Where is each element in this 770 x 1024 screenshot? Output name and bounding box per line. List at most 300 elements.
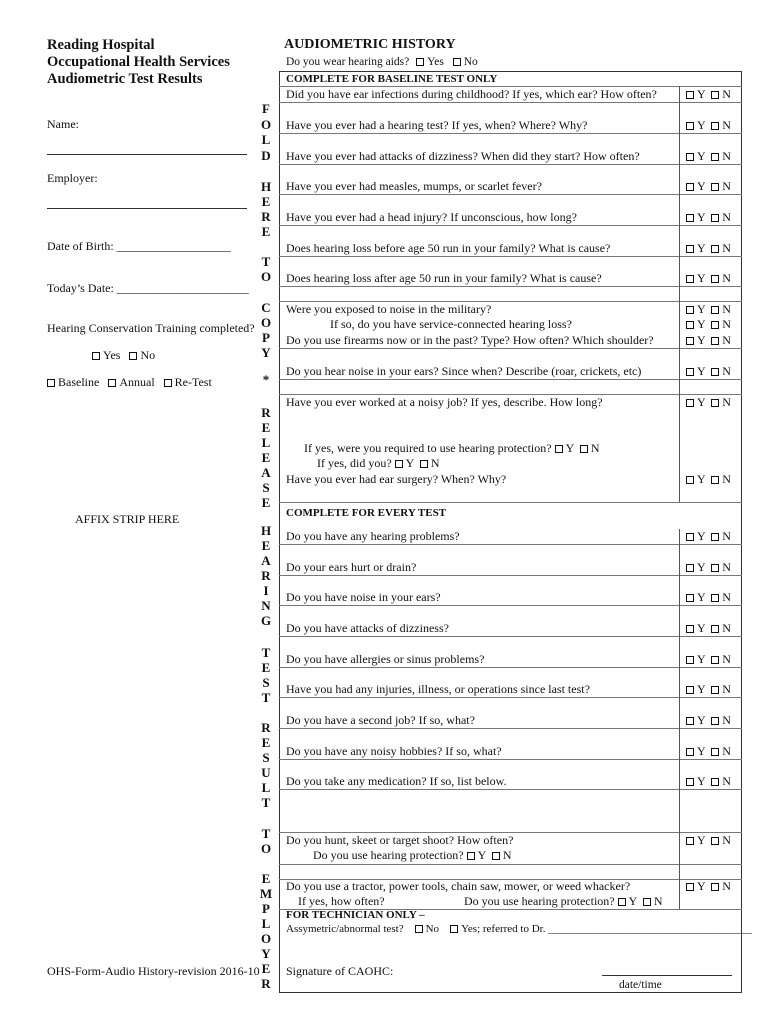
yes-label: Y (697, 118, 706, 132)
vertical-letter: L (261, 132, 271, 147)
yes-checkbox[interactable] (686, 594, 694, 602)
question-row (286, 364, 641, 379)
question-text: Do you have any noisy hobbies? If so, what? (286, 744, 502, 758)
vertical-letter: M (259, 886, 273, 901)
no-checkbox[interactable] (711, 748, 719, 756)
no-checkbox[interactable] (711, 214, 719, 222)
no-checkbox[interactable] (711, 321, 719, 329)
yes-checkbox[interactable] (686, 748, 694, 756)
row-divider (279, 544, 742, 545)
vertical-letter: R (261, 209, 271, 224)
no-label: N (722, 271, 731, 285)
vertical-letter: H (260, 523, 272, 538)
yes-no-checkboxes (686, 179, 731, 194)
no-label: N (722, 621, 731, 635)
column-divider (679, 86, 680, 502)
question-text: Do you use firearms now or in the past? Type? How often? Which shoulder? (286, 333, 654, 347)
retest-label: Re-Test (174, 375, 212, 389)
vertical-letter: I (263, 583, 269, 598)
every-test-section-heading: COMPLETE FOR EVERY TEST (286, 507, 447, 519)
row-divider (279, 286, 742, 287)
question-row (317, 456, 440, 471)
no-checkbox[interactable] (711, 183, 719, 191)
vertical-letter: T (261, 690, 271, 705)
no-checkbox[interactable] (711, 564, 719, 572)
yes-checkbox[interactable] (467, 852, 475, 860)
question-text: Have you ever had a hearing test? If yes, when? Where? Why? (286, 118, 588, 132)
vertical-letter: E (261, 495, 271, 510)
question-row (298, 894, 385, 909)
yes-checkbox[interactable] (686, 399, 694, 407)
row-divider (279, 379, 742, 380)
question-text: Do you hear noise in your ears? Since when? Describe (roar, crickets, etc) (286, 364, 642, 378)
no-checkbox[interactable] (711, 883, 719, 891)
vertical-letter: R (261, 976, 271, 991)
header-title-line-1: Reading Hospital (47, 37, 155, 53)
row-divider (279, 864, 742, 865)
row-divider (279, 697, 742, 698)
yes-no-checkboxes (686, 395, 731, 410)
question-row (286, 472, 506, 487)
question-text: If so, do you have service-connected hearing loss? (330, 317, 572, 331)
no-label: N (722, 560, 731, 574)
no-checkbox[interactable] (711, 91, 719, 99)
vertical-letter: R (261, 720, 271, 735)
header-title-line-3: Audiometric Test Results (47, 71, 203, 87)
yes-no-checkboxes (686, 744, 731, 759)
question-text: Were you exposed to noise in the military? (286, 302, 492, 316)
yes-checkbox[interactable] (686, 476, 694, 484)
abnormal-no-label: No (425, 923, 440, 935)
row-divider (279, 225, 742, 226)
vertical-letter: R (261, 568, 271, 583)
yes-label: Y (697, 652, 706, 666)
question-text: Do you use hearing protection? (313, 848, 464, 862)
no-label: N (722, 682, 731, 696)
column-divider (679, 486, 680, 502)
no-label: N (722, 652, 731, 666)
vertical-letter: S (262, 675, 270, 690)
yes-checkbox[interactable] (686, 321, 694, 329)
vertical-letter: E (261, 538, 271, 553)
row-divider (279, 102, 742, 103)
vertical-letter: T (261, 795, 271, 810)
question-text: If yes, were you required to use hearing protection? (304, 441, 552, 455)
yes-label: Y (697, 879, 706, 893)
question-row (286, 149, 640, 164)
question-text: Do you have any hearing problems? (286, 529, 460, 543)
question-text: Have you ever worked at a noisy job? If yes, describe. How long? (286, 395, 603, 409)
inline-yes-no: Y N (552, 441, 600, 455)
question-row (286, 333, 654, 348)
question-row (286, 879, 630, 894)
yes-label: Y (697, 241, 706, 255)
vertical-letter: * (262, 372, 270, 387)
question-row (286, 744, 502, 759)
yes-no-checkboxes (686, 833, 731, 848)
row-divider (279, 667, 742, 668)
vertical-letter: G (260, 613, 272, 628)
question-text: Did you have ear infections during childhood? If yes, which ear? How often? (286, 87, 657, 101)
no-label: N (722, 529, 731, 543)
vertical-letter: C (261, 300, 271, 315)
vertical-letter: A (261, 553, 271, 568)
question-row (464, 894, 663, 909)
hearing-aids-no-label: No (463, 56, 478, 68)
no-label: N (722, 590, 731, 604)
retest-checkbox[interactable] (164, 379, 172, 387)
technician-section-heading: FOR TECHNICIAN ONLY – (286, 909, 425, 921)
yes-checkbox[interactable] (686, 368, 694, 376)
yes-checkbox[interactable] (686, 122, 694, 130)
hearing-aids-row (286, 56, 478, 68)
signature-field[interactable] (602, 975, 732, 976)
vertical-letter: L (261, 916, 271, 931)
row-divider (279, 194, 742, 195)
question-row (286, 529, 460, 544)
question-row (286, 241, 610, 256)
no-label: N (722, 317, 731, 331)
question-row (286, 774, 507, 789)
annual-label: Annual (119, 375, 155, 389)
yes-no-checkboxes (686, 529, 731, 544)
todays-date-field[interactable]: Today’s Date: ______________________ (47, 281, 249, 295)
training-no-label: No (140, 348, 156, 362)
question-text: Do you hunt, skeet or target shoot? How often? (286, 833, 514, 847)
yes-no-checkboxes (686, 87, 731, 102)
vertical-letter: O (260, 841, 272, 856)
referred-label: Yes; referred to Dr. _____________________________________ (461, 923, 752, 935)
no-label: N (722, 744, 731, 758)
yes-checkbox[interactable] (686, 337, 694, 345)
question-row (286, 395, 603, 410)
vertical-letter: E (261, 735, 271, 750)
no-label: N (722, 179, 731, 193)
no-checkbox[interactable] (711, 594, 719, 602)
row-divider (279, 133, 742, 134)
inline-yes-no: Y N (464, 848, 512, 862)
header-title-line-2: Occupational Health Services (47, 54, 230, 70)
no-checkbox[interactable] (711, 399, 719, 407)
vertical-letter: E (261, 420, 271, 435)
no-label: N (722, 149, 731, 163)
yes-label: Y (697, 395, 706, 409)
hearing-aids-no-checkbox[interactable] (453, 58, 461, 66)
vertical-letter: E (261, 660, 271, 675)
question-text: Have you ever had ear surgery? When? Why? (286, 472, 507, 486)
vertical-letter: T (261, 826, 271, 841)
question-row (286, 210, 577, 225)
yes-label: Y (697, 179, 706, 193)
yes-checkbox[interactable] (618, 898, 626, 906)
abnormal-yes-checkbox[interactable] (450, 925, 458, 933)
yes-checkbox[interactable] (686, 214, 694, 222)
no-label: N (722, 87, 731, 101)
question-text: Have you ever had attacks of dizziness? When did they start? How often? (286, 149, 640, 163)
yes-checkbox[interactable] (686, 625, 694, 633)
no-checkbox[interactable] (711, 837, 719, 845)
vertical-letter: P (262, 330, 270, 345)
row-divider (279, 789, 742, 790)
no-checkbox[interactable] (711, 153, 719, 161)
row-divider (279, 575, 742, 576)
yes-label: Y (697, 149, 706, 163)
vertical-letter: U (261, 765, 271, 780)
question-text: Do you have attacks of dizziness? (286, 621, 449, 635)
no-label: N (722, 333, 731, 347)
inline-yes-no: Y N (615, 894, 663, 908)
yes-no-checkboxes (686, 560, 731, 575)
training-options (92, 348, 155, 363)
yes-label: Y (697, 833, 706, 847)
row-divider (279, 502, 742, 503)
question-row (330, 317, 572, 332)
datetime-label: date/time (619, 979, 662, 991)
question-row (286, 271, 602, 286)
name-field[interactable] (47, 154, 247, 155)
date-of-birth-field[interactable]: Date of Birth: ___________________ (47, 239, 231, 253)
employer-label: Employer: (47, 171, 98, 185)
yes-no-checkboxes (686, 149, 731, 164)
question-row (313, 848, 512, 863)
yes-no-checkboxes (686, 879, 731, 894)
question-text: Do you have a second job? If so, what? (286, 713, 475, 727)
question-row (286, 87, 657, 102)
affix-strip-label: AFFIX STRIP HERE (75, 512, 180, 526)
yes-label: Y (697, 364, 706, 378)
no-checkbox[interactable] (711, 275, 719, 283)
vertical-letter: O (260, 931, 272, 946)
training-label: Hearing Conservation Training completed? (47, 321, 255, 335)
yes-label: Y (697, 302, 706, 316)
yes-checkbox[interactable] (686, 275, 694, 283)
question-row (286, 713, 475, 728)
no-checkbox[interactable] (711, 122, 719, 130)
yes-checkbox[interactable] (555, 445, 563, 453)
no-label: N (722, 210, 731, 224)
vertical-letter: O (260, 315, 272, 330)
yes-no-checkboxes (686, 302, 731, 317)
vertical-letter: F (262, 101, 270, 116)
yes-checkbox[interactable] (686, 778, 694, 786)
question-row (286, 682, 590, 697)
inline-yes-no: Y N (392, 456, 440, 470)
column-divider (679, 879, 680, 909)
yes-label: Y (697, 529, 706, 543)
no-checkbox[interactable] (711, 368, 719, 376)
training-yes-checkbox[interactable] (92, 352, 100, 360)
yes-label: Y (697, 333, 706, 347)
vertical-letter: Y (261, 345, 271, 360)
yes-checkbox[interactable] (686, 91, 694, 99)
yes-no-checkboxes (686, 364, 731, 379)
baseline-label: Baseline (58, 375, 100, 389)
no-label: N (722, 833, 731, 847)
name-label: Name: (47, 117, 79, 131)
row-divider (279, 348, 742, 349)
yes-no-checkboxes (686, 590, 731, 605)
form-footer: OHS-Form-Audio History-revision 2016-10 (47, 964, 260, 978)
yes-no-checkboxes (686, 774, 731, 789)
question-text: Does hearing loss after age 50 run in your family? What is cause? (286, 271, 602, 285)
question-text: Have you ever had a head injury? If unconscious, how long? (286, 210, 577, 224)
yes-label: Y (697, 682, 706, 696)
no-checkbox[interactable] (711, 306, 719, 314)
question-text: Do you take any medication? If so, list below. (286, 774, 507, 788)
vertical-letter: E (261, 450, 271, 465)
yes-no-checkboxes (686, 652, 731, 667)
vertical-letter: D (261, 148, 271, 163)
form-title: AUDIOMETRIC HISTORY (284, 37, 456, 52)
question-row (286, 652, 484, 667)
question-text: Do you have noise in your ears? (286, 590, 441, 604)
no-label: N (722, 241, 731, 255)
question-row (286, 118, 587, 133)
yes-checkbox[interactable] (686, 656, 694, 664)
row-divider (279, 636, 742, 637)
no-checkbox[interactable] (580, 445, 588, 453)
test-type-options (47, 375, 212, 390)
abnormal-test-row (286, 923, 752, 935)
hearing-aids-yes-label: Yes (427, 56, 444, 68)
row-divider (279, 164, 742, 165)
row-divider (279, 256, 742, 257)
no-checkbox[interactable] (711, 245, 719, 253)
yes-no-checkboxes (686, 621, 731, 636)
yes-label: Y (697, 621, 706, 635)
yes-no-checkboxes (686, 713, 731, 728)
no-label: N (722, 118, 731, 132)
yes-label: Y (697, 744, 706, 758)
yes-label: Y (697, 560, 706, 574)
no-checkbox[interactable] (711, 656, 719, 664)
question-text: If yes, how often? (298, 894, 385, 908)
yes-label: Y (697, 713, 706, 727)
no-checkbox[interactable] (711, 337, 719, 345)
question-text: Do you use hearing protection? (464, 894, 615, 908)
yes-no-checkboxes (686, 271, 731, 286)
no-checkbox[interactable] (711, 717, 719, 725)
yes-checkbox[interactable] (395, 460, 403, 468)
yes-checkbox[interactable] (686, 564, 694, 572)
baseline-section-heading: COMPLETE FOR BASELINE TEST ONLY (286, 73, 498, 85)
yes-checkbox[interactable] (686, 533, 694, 541)
question-row (286, 590, 441, 605)
annual-checkbox[interactable] (108, 379, 116, 387)
question-text: Do you have allergies or sinus problems? (286, 652, 485, 666)
no-checkbox[interactable] (711, 476, 719, 484)
vertical-letter: T (261, 645, 271, 660)
no-checkbox[interactable] (711, 686, 719, 694)
row-divider (279, 605, 742, 606)
no-label: N (722, 774, 731, 788)
baseline-checkbox[interactable] (47, 379, 55, 387)
yes-label: Y (697, 87, 706, 101)
vertical-letter: E (261, 961, 271, 976)
yes-no-checkboxes (686, 682, 731, 697)
no-checkbox[interactable] (643, 898, 651, 906)
column-divider (679, 529, 680, 908)
no-checkbox[interactable] (492, 852, 500, 860)
yes-no-checkboxes (686, 317, 731, 332)
question-text: Does hearing loss before age 50 run in your family? What is cause? (286, 241, 611, 255)
no-label: N (722, 302, 731, 316)
vertical-letter: L (261, 435, 271, 450)
yes-checkbox[interactable] (686, 686, 694, 694)
yes-label: Y (697, 210, 706, 224)
vertical-letter: Y (261, 946, 271, 961)
vertical-letter: A (261, 465, 271, 480)
vertical-letter: O (260, 117, 272, 132)
yes-checkbox[interactable] (686, 245, 694, 253)
vertical-letter: E (261, 224, 271, 239)
vertical-letter: S (262, 750, 270, 765)
vertical-letter: L (261, 780, 271, 795)
hearing-aids-question: Do you wear hearing aids? (286, 56, 410, 68)
vertical-letter: R (261, 405, 271, 420)
question-row (286, 302, 491, 317)
question-row (286, 621, 449, 636)
question-row (286, 833, 513, 848)
question-text: If yes, did you? (317, 456, 392, 470)
vertical-letter: O (260, 269, 272, 284)
employer-field[interactable] (47, 208, 247, 209)
no-checkbox[interactable] (420, 460, 428, 468)
yes-no-checkboxes (686, 210, 731, 225)
yes-label: Y (697, 774, 706, 788)
yes-checkbox[interactable] (686, 306, 694, 314)
no-checkbox[interactable] (711, 778, 719, 786)
vertical-letter: S (262, 480, 270, 495)
vertical-letter: E (261, 871, 271, 886)
yes-checkbox[interactable] (686, 717, 694, 725)
question-text: Do you use a tractor, power tools, chain saw, mower, or weed whacker? (286, 879, 631, 893)
yes-label: Y (697, 317, 706, 331)
yes-label: Y (697, 590, 706, 604)
yes-checkbox[interactable] (686, 837, 694, 845)
training-no-checkbox[interactable] (129, 352, 137, 360)
yes-checkbox[interactable] (686, 883, 694, 891)
vertical-letter: H (260, 179, 272, 194)
signature-label: Signature of CAOHC: (286, 964, 394, 978)
question-row (286, 560, 416, 575)
hearing-aids-yes-checkbox[interactable] (416, 58, 424, 66)
training-yes-label: Yes (103, 348, 121, 362)
question-row (286, 179, 542, 194)
no-label: N (722, 395, 731, 409)
vertical-letter: T (261, 254, 271, 269)
row-divider (279, 759, 742, 760)
row-divider (279, 728, 742, 729)
yes-no-checkboxes (686, 333, 731, 348)
vertical-letter: E (261, 194, 271, 209)
yes-checkbox[interactable] (686, 153, 694, 161)
no-label: N (722, 713, 731, 727)
yes-no-checkboxes (686, 241, 731, 256)
header-title (47, 37, 230, 88)
abnormal-test-label: Assymetric/abnormal test? (286, 923, 404, 935)
vertical-letter: P (262, 901, 270, 916)
no-label: N (722, 879, 731, 893)
no-checkbox[interactable] (711, 625, 719, 633)
no-checkbox[interactable] (711, 533, 719, 541)
yes-no-checkboxes (686, 472, 731, 487)
question-row (304, 441, 599, 456)
yes-label: Y (697, 472, 706, 486)
yes-checkbox[interactable] (686, 183, 694, 191)
abnormal-no-checkbox[interactable] (415, 925, 423, 933)
question-text: Have you ever had measles, mumps, or scarlet fever? (286, 179, 542, 193)
